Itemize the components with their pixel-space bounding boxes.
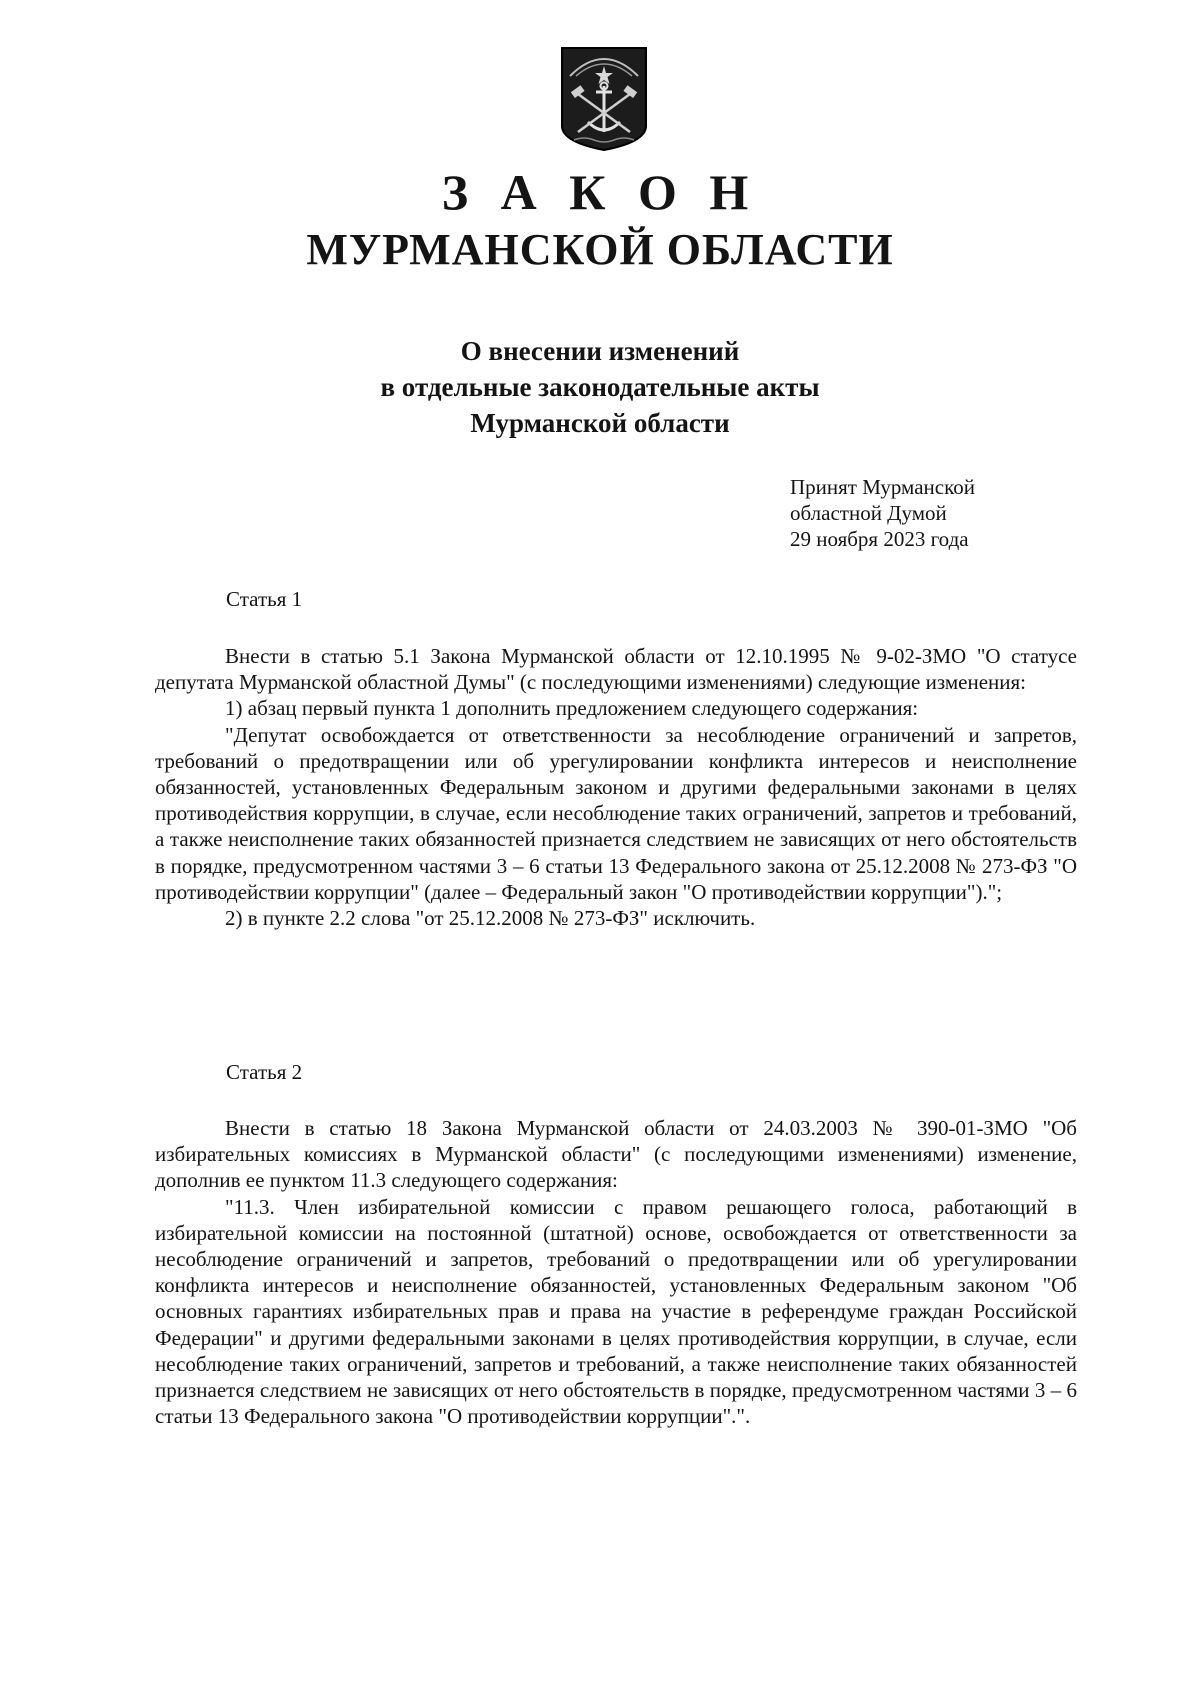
adoption-line: областной Думой [790,501,947,525]
adoption-line: Принят Мурманской [790,475,975,499]
adoption-note [790,474,975,552]
law-subject [0,333,1200,441]
subject-line: в отдельные законодательные акты [380,372,820,402]
article-1-heading: Статья 1 [226,587,303,611]
law-title: З А К О Н [441,164,759,220]
article-1-body [155,643,1077,931]
article-2-heading: Статья 2 [226,1060,303,1084]
article-1-intro: Внести в статью 5.1 Закона Мурманской области от 12.10.1995 № 9-02-ЗМО "О статусе депутата Мурманской областной Думы" (с последующими изменениями) следующие изменения: [155,644,1077,695]
subject-line: Мурманской области [470,408,730,438]
article-1-item-2: 2) в пункте 2.2 слова "от 25.12.2008 № 273-ФЗ" исключить. [225,906,756,931]
article-2-intro: Внести в статью 18 Закона Мурманской области от 24.03.2003 № 390-01-ЗМО "Об избирательных комиссиях в Мурманской области" (с последующими изменениями) изменение, дополнив ее пунктом 11.3 следующего содержания: [155,1116,1077,1193]
article-1-quote: "Депутат освобождается от ответственности за несоблюдение ограничений и запретов, требований о предотвращении или об урегулировании конфликта интересов и неисполнение обязанностей, установленных Федеральным законом и другими федеральными законами в целях противодействия коррупции, в случае, если несоблюдение таких ограничений, запретов и требований, а также неисполнение таких обязанностей признается следствием не зависящих от него обстоятельств в порядке, предусмотренном частями 3 – 6 статьи 13 Федерального закона от 25.12.2008 № 273-ФЗ "О противодействии коррупции" (далее – Федеральный закон "О противодействии коррупции")."; [155,722,1077,904]
article-1-item-1: 1) абзац первый пункта 1 дополнить предложением следующего содержания: [225,696,919,721]
law-region-title: МУРМАНСКОЙ ОБЛАСТИ [306,225,894,274]
adoption-date: 29 ноября 2023 года [790,527,969,551]
article-2-body [155,1115,1077,1429]
subject-line: О внесении изменений [460,336,740,366]
murmansk-coat-of-arms-icon [560,46,648,152]
article-2-quote: "11.3. Член избирательной комиссии с правом решающего голоса, работающий в избирательной комиссии на постоянной (штатной) основе, освобождается от ответственности за несоблюдение ограничений и запретов, требований о предотвращении или об урегулировании конфликта интересов и неисполнение обязанностей, установленных Федеральным законом "Об основных гарантиях избирательных прав и права на участие в референдуме граждан Российской Федерации" и другими федеральными законами в целях противодействия коррупции, в случае, если несоблюдение таких ограничений, запретов и требований, а также неисполнение таких обязанностей признается следствием не зависящих от него обстоятельств в порядке, предусмотренном частями 3 – 6 статьи 13 Федерального закона "О противодействии коррупции".". [155,1194,1077,1429]
